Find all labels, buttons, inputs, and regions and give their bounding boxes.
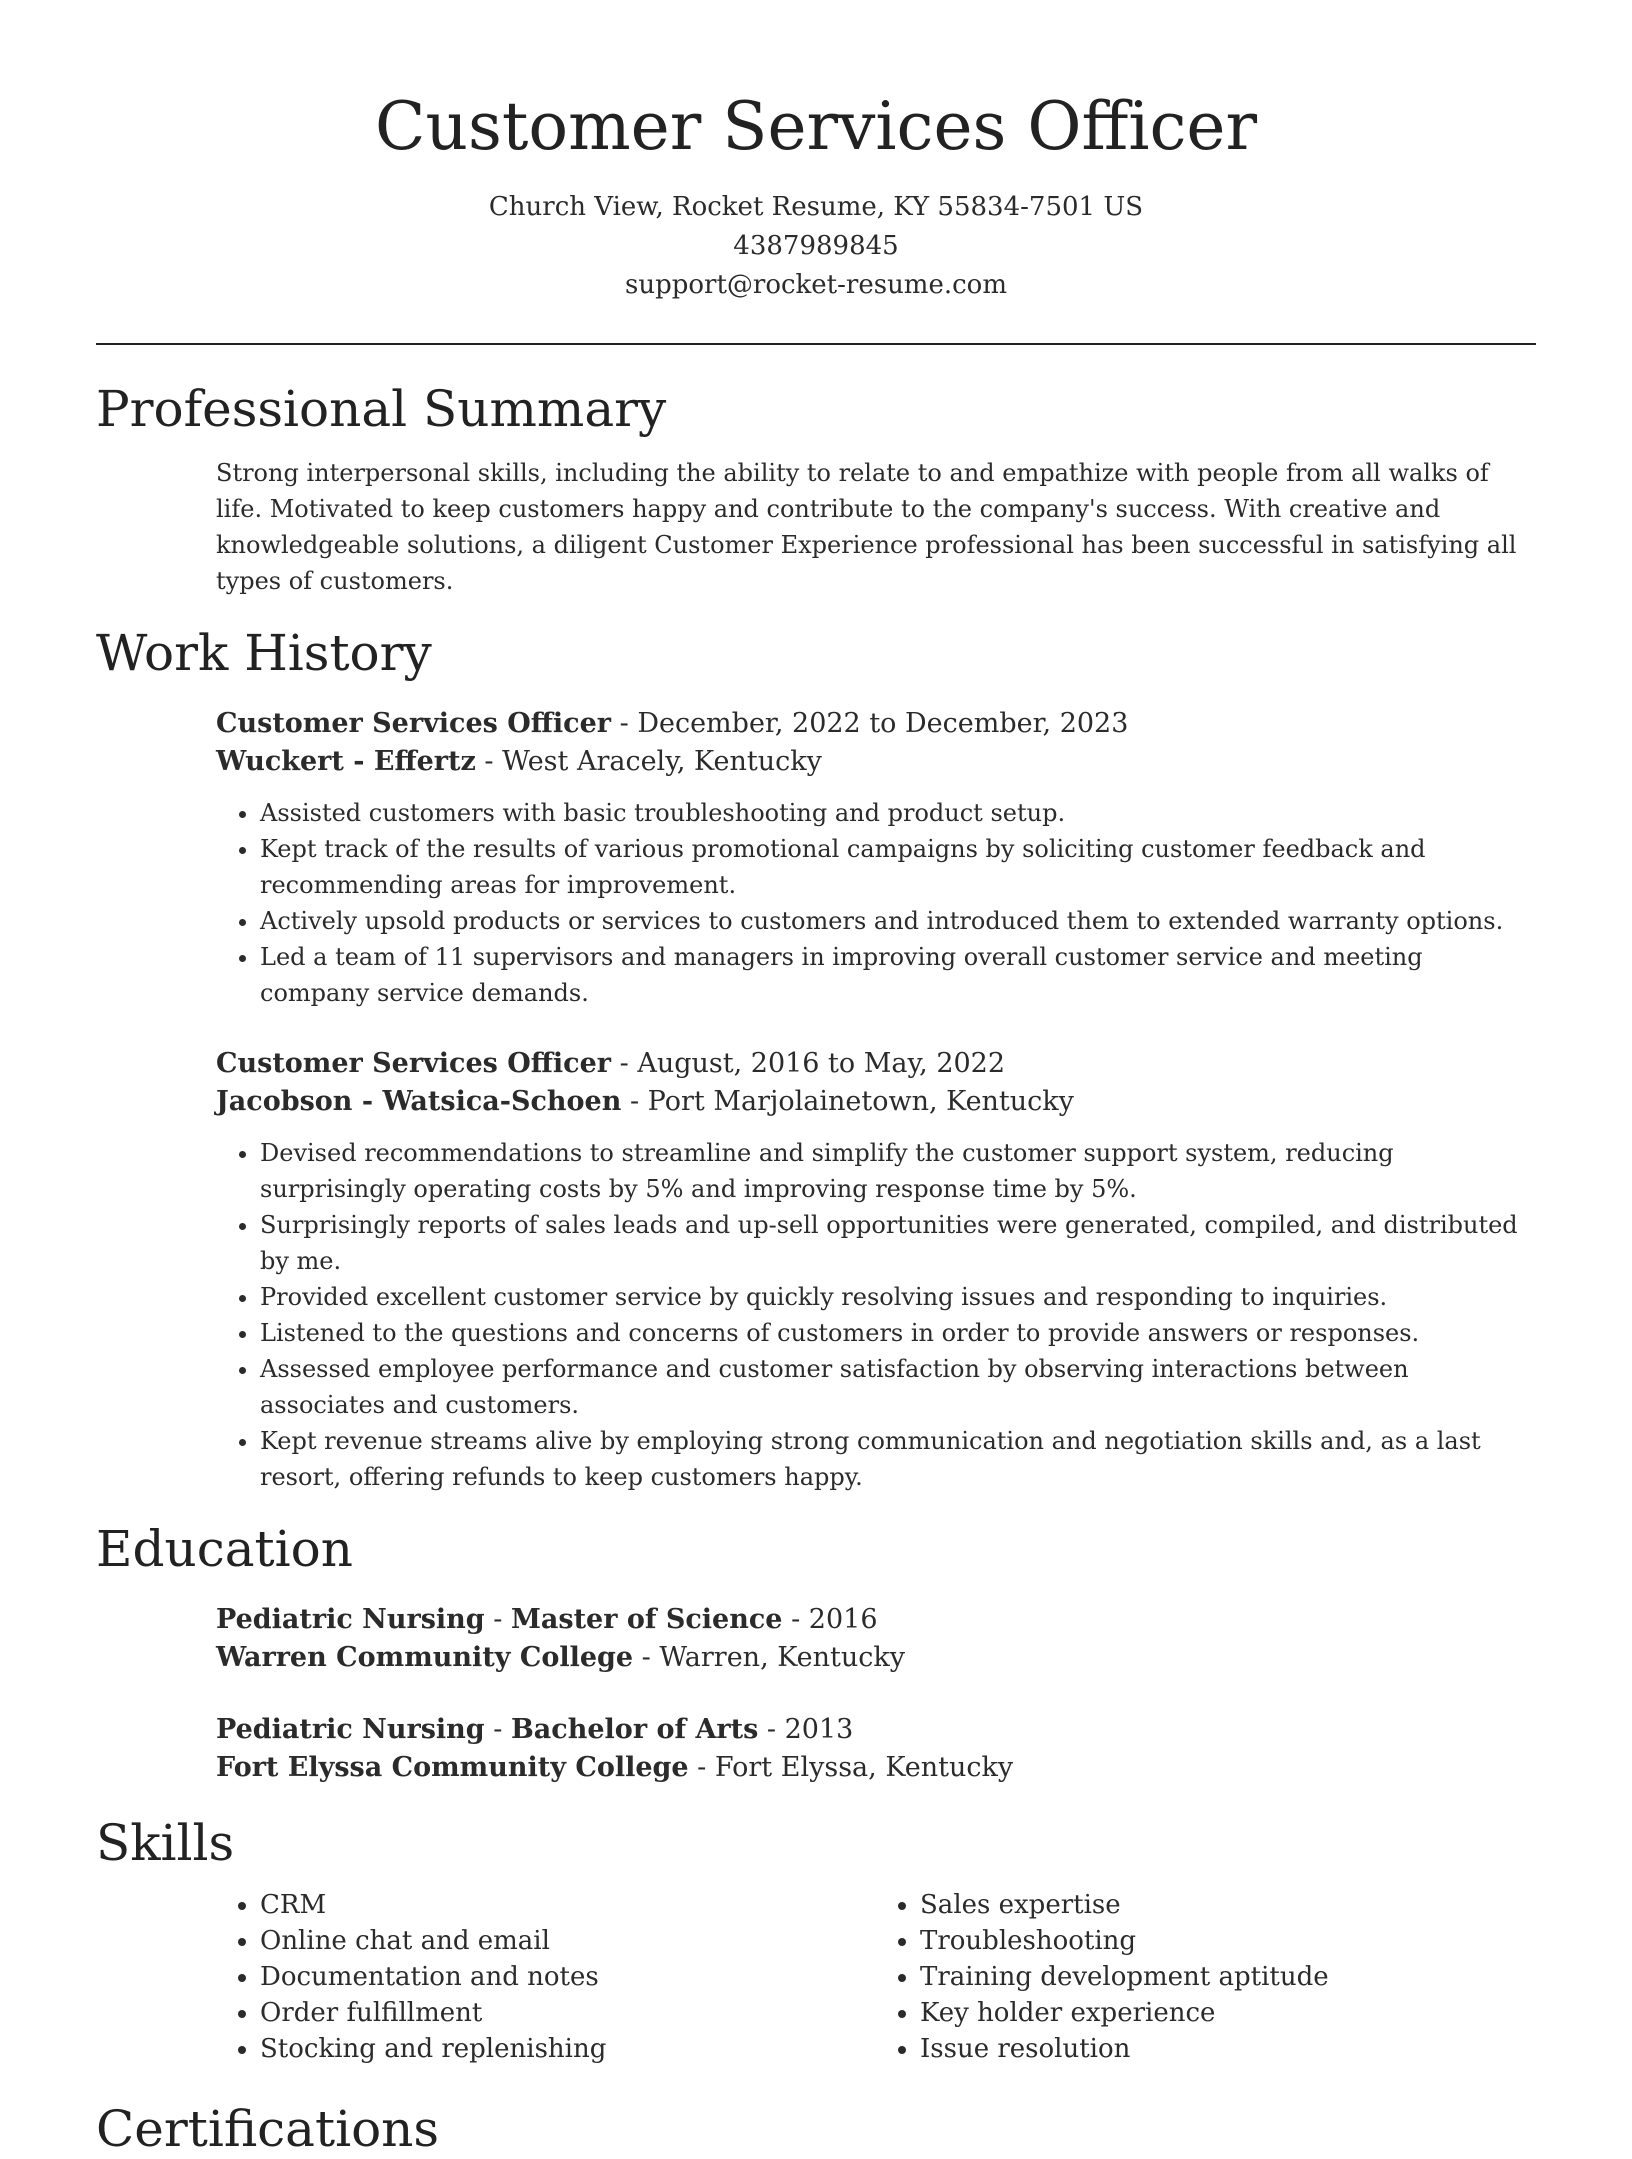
- education-field: Pediatric Nursing: [216, 1604, 485, 1635]
- summary-section: [96, 379, 1536, 599]
- education-degree-line: [216, 1601, 1536, 1639]
- skill-item: • Troubleshooting: [920, 1923, 1536, 1959]
- skill-item: • Online chat and email: [260, 1923, 876, 1959]
- job-bullet: • Surprisingly reports of sales leads and up-sell opportunities were generated, compiled, and distributed by me.: [260, 1207, 1536, 1279]
- job-location: Port Marjolainetown, Kentucky: [647, 1086, 1074, 1117]
- education-title: Education: [96, 1520, 353, 1578]
- contact-phone: 4387989845: [733, 231, 899, 261]
- job-bullet: • Kept track of the results of various promotional campaigns by soliciting customer feedback and recommending areas for improvement.: [260, 831, 1536, 903]
- job-bullet: • Led a team of 11 supervisors and managers in improving overall customer service and meeting company service demands.: [260, 939, 1536, 1011]
- skill-item: • Sales expertise: [920, 1887, 1536, 1923]
- job-entry: [216, 705, 1536, 1011]
- skills-column-left: [216, 1887, 876, 2067]
- education-location: Fort Elyssa, Kentucky: [714, 1752, 1014, 1783]
- education-school: Fort Elyssa Community College: [216, 1752, 689, 1783]
- candidate-name: Customer Services Officer: [374, 88, 1258, 165]
- job-company: Jacobson - Watsica-Schoen: [216, 1086, 622, 1117]
- separator: -: [633, 1642, 660, 1673]
- job-bullets: [216, 795, 1536, 1011]
- job-dates: August, 2016 to May, 2022: [637, 1048, 1006, 1079]
- separator: -: [484, 1604, 511, 1635]
- contact-address: Church View, Rocket Resume, KY 55834-7501 US: [488, 192, 1144, 222]
- certifications-title: Certifications: [96, 2100, 440, 2158]
- education-entry: [216, 1711, 1536, 1787]
- header-divider: [96, 343, 1536, 345]
- separator: -: [782, 1604, 809, 1635]
- summary-title: Professional Summary: [96, 380, 667, 438]
- job-bullet: • Devised recommendations to streamline and simplify the customer support system, reducing surprisingly operating costs by 5% and improving response time by 5%.: [260, 1135, 1536, 1207]
- separator: -: [484, 1714, 511, 1745]
- education-section: [96, 1519, 1536, 1787]
- skill-item: • Stocking and replenishing: [260, 2031, 876, 2067]
- job-entry: [216, 1045, 1536, 1495]
- education-school-line: [216, 1749, 1536, 1787]
- separator: -: [475, 746, 503, 777]
- contact-email: support@rocket-resume.com: [624, 270, 1007, 300]
- work-history-section: [96, 623, 1536, 1495]
- summary-text: Strong interpersonal skills, including the ability to relate to and empathize with people from all walks of life. Motivated to keep customers happy and contribute to the company's success. With creative and knowledgeable solutions, a diligent Customer Experience professional has been successful in satisfying all types of customers.: [216, 459, 1517, 595]
- job-bullets: [216, 1135, 1536, 1495]
- skills-columns: [216, 1887, 1536, 2067]
- job-bullet: • Assessed employee performance and customer satisfaction by observing interactions between associates and customers.: [260, 1351, 1536, 1423]
- job-company: Wuckert - Effertz: [216, 746, 476, 777]
- education-entry: [216, 1601, 1536, 1677]
- skill-item: • Order fulfillment: [260, 1995, 876, 2031]
- job-dates: December, 2022 to December, 2023: [637, 708, 1129, 739]
- resume-header: [96, 0, 1536, 305]
- resume-page: [96, 0, 1536, 2159]
- separator: -: [621, 1086, 648, 1117]
- skill-item: • Issue resolution: [920, 2031, 1536, 2067]
- skill-item: • CRM: [260, 1887, 876, 1923]
- job-bullet: • Listened to the questions and concerns of customers in order to provide answers or responses.: [260, 1315, 1536, 1351]
- separator: -: [611, 1048, 638, 1079]
- education-degree: Bachelor of Arts: [510, 1714, 759, 1745]
- separator: -: [611, 708, 638, 739]
- job-role-line: [216, 1045, 1536, 1083]
- job-location: West Aracely, Kentucky: [502, 746, 822, 777]
- education-school-line: [216, 1639, 1536, 1677]
- job-role: Customer Services Officer: [216, 708, 612, 739]
- certifications-section: [96, 2099, 1536, 2159]
- skills-column-right: [876, 1887, 1536, 2067]
- education-degree-line: [216, 1711, 1536, 1749]
- job-company-line: [216, 1083, 1536, 1121]
- job-role: Customer Services Officer: [216, 1048, 612, 1079]
- education-school: Warren Community College: [216, 1642, 634, 1673]
- education-degree: Master of Science: [510, 1604, 783, 1635]
- education-field: Pediatric Nursing: [216, 1714, 485, 1745]
- job-bullet: • Provided excellent customer service by quickly resolving issues and responding to inquiries.: [260, 1279, 1536, 1315]
- job-bullet: • Actively upsold products or services to customers and introduced them to extended warranty options.: [260, 903, 1536, 939]
- education-year: 2016: [808, 1604, 878, 1635]
- work-history-title: Work History: [96, 624, 432, 682]
- job-bullet: • Assisted customers with basic troubleshooting and product setup.: [260, 795, 1536, 831]
- separator: -: [688, 1752, 715, 1783]
- skill-item: • Documentation and notes: [260, 1959, 876, 1995]
- skill-item: • Training development aptitude: [920, 1959, 1536, 1995]
- education-year: 2013: [784, 1714, 854, 1745]
- skill-item: • Key holder experience: [920, 1995, 1536, 2031]
- skills-section: [96, 1813, 1536, 2067]
- skills-title: Skills: [96, 1814, 235, 1872]
- job-bullet: • Kept revenue streams alive by employing strong communication and negotiation skills and, as a last resort, offering refunds to keep customers happy.: [260, 1423, 1536, 1495]
- job-role-line: [216, 705, 1536, 743]
- education-location: Warren, Kentucky: [659, 1642, 906, 1673]
- separator: -: [758, 1714, 785, 1745]
- job-company-line: [216, 743, 1536, 781]
